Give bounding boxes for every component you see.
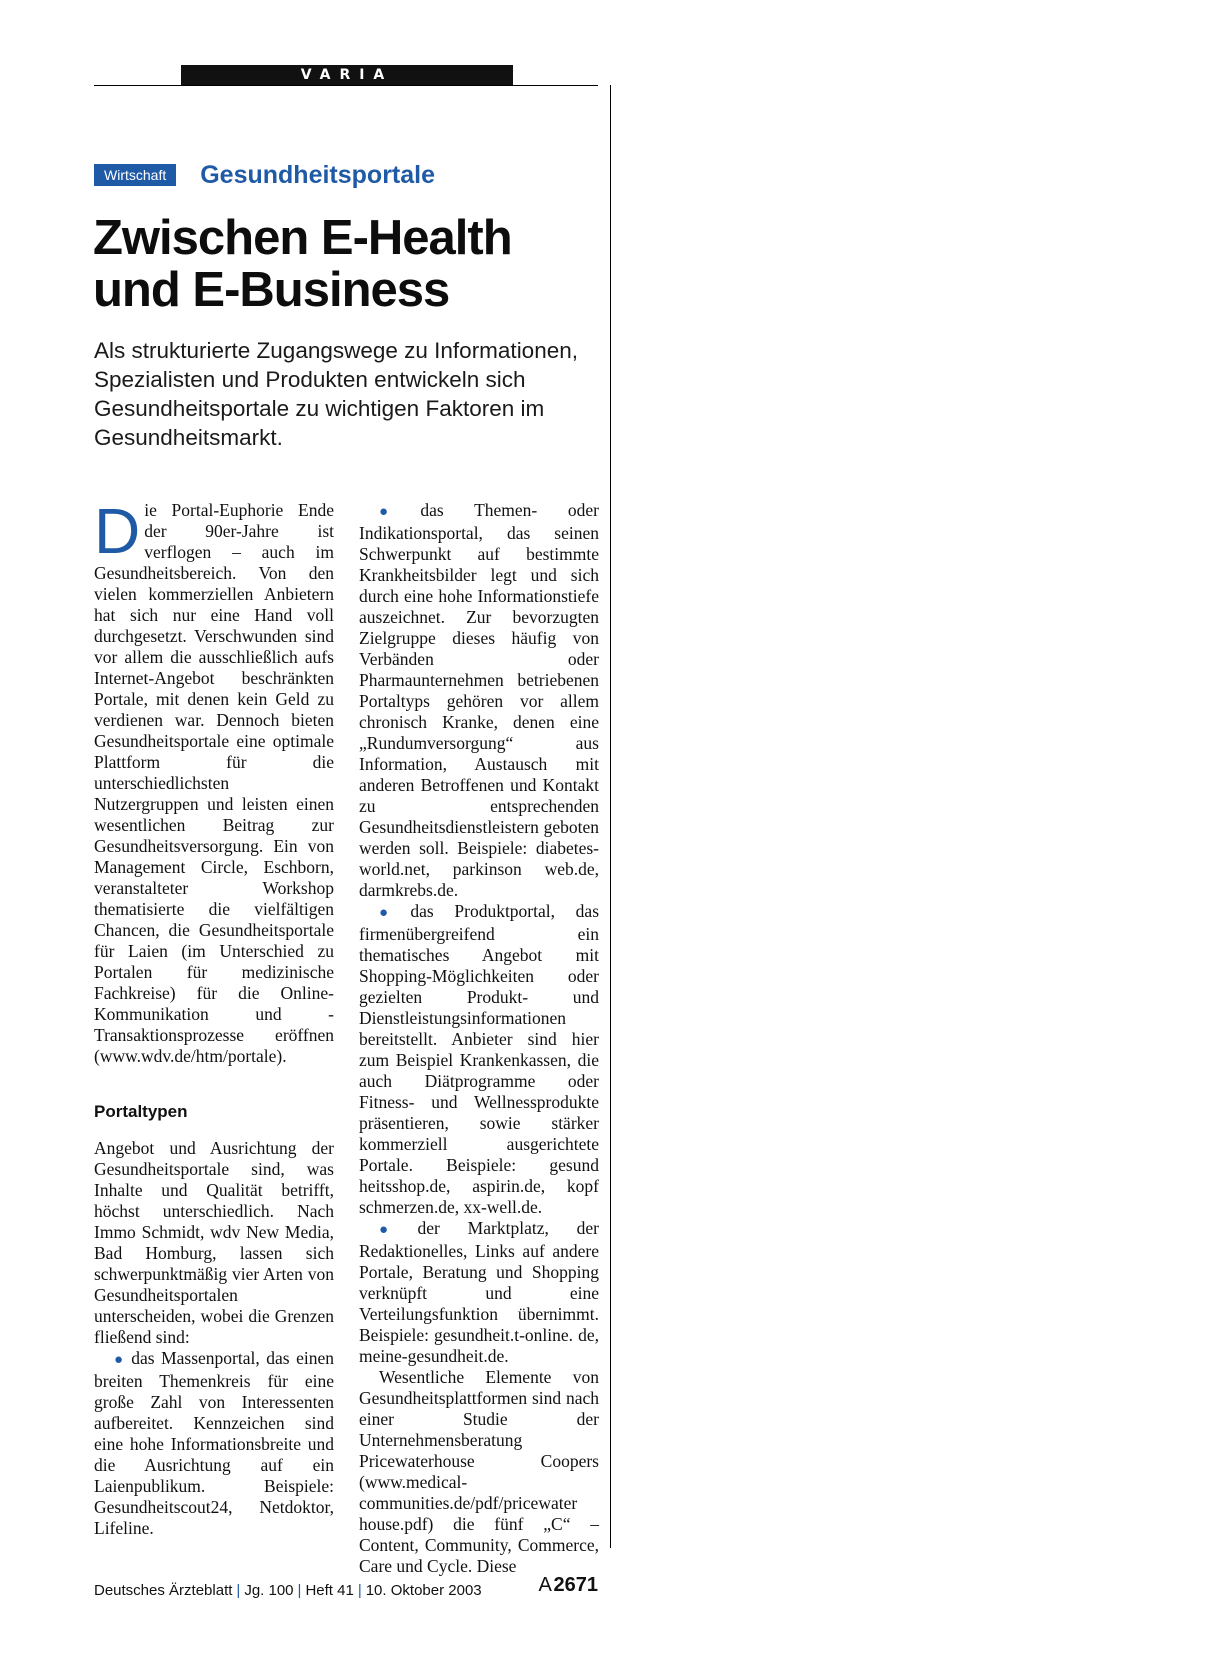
- paragraph-portaltypen: Angebot und Ausrichtung der Gesundheitsportale sind, was Inhalte und Qualität betrifft, höchst unterschiedlich. Nach Immo Schmidt, wdv New Media, Bad Homburg, lassen sich schwerpunktmäßig vier Arten von Gesundheitsportalen unterscheiden, wobei die Grenzen fließend sind:: [94, 1138, 334, 1347]
- article-headline: [93, 212, 603, 316]
- list-item-produktportal: [359, 901, 599, 1218]
- page-footer: [94, 1574, 598, 1602]
- header-rule: [94, 85, 598, 86]
- list-item-text: das Produktportal, das firmenübergreifend ein thematisches Angebot mit Shopping-Möglichkeiten oder gezielten Produkt- und Dienstleistungsinformationen bereitstellt. Anbieter sind hier zum Beispiel Krankenkassen, die auch Diätprogramme oder Fitness- und Wellnessprodukte präsentieren, sowie stärker kommerziell ausgerichtete Portale. Beispiele: gesund heitsshop.de, aspirin.de, kopf schmerzen.de, xx-well.de.: [359, 901, 600, 1217]
- page-prefix: A: [538, 1574, 552, 1596]
- list-item-massenportal: [94, 1348, 334, 1539]
- list-item-text: das Massenportal, das einen breiten Themenkreis für eine große Zahl von Interessenten aufbereitet. Kennzeichen sind eine hohe Informationsbreite und die Ausrichtung auf ein Laienpublikum. Beispiele: Gesundheitscout24, Netdoktor, Lifeline.: [94, 1348, 335, 1538]
- list-item-themenportal: [359, 500, 599, 901]
- bullet-icon: ●: [379, 905, 405, 921]
- section-label: VARIA: [181, 65, 513, 85]
- page-number-value: 2671: [553, 1574, 598, 1596]
- list-item-text: der Marktplatz, der Redaktionelles, Links auf andere Portale, Beratung und Shopping verknüpft und eine Verteilungsfunktion übernimmt. Beispiele: gesundheit.t-online. de, meine-gesundheit.de.: [359, 1218, 600, 1366]
- list-item-text: das Themen- oder Indikationsportal, das seinen Schwerpunkt auf bestimmte Krankheitsbilder legt und sich durch eine hohe Informationstiefe auszeichnet. Zur bevorzugten Zielgruppe dieses häufig von Verbänden oder Pharmaunternehmen betriebenen Portaltyps gehören vor allem chronisch Kranke, denen eine „Rundumversorgung“ aus Information, Austausch mit anderen Betroffenen und Kontakt zu entsprechenden Gesundheitsdienstleistern geboten werden soll. Beispiele: diabetes-world.net, parkinson web.de, darmkrebs.de.: [359, 500, 599, 900]
- kicker: [94, 162, 435, 188]
- headline-line-1: Zwischen E-Health: [93, 211, 512, 265]
- journal-issue: Heft 41: [305, 1581, 354, 1599]
- article-lead: Als strukturierte Zugangswege zu Informationen, Spezialisten und Produkten entwickeln sich Gesundheitsportale zu wichtigen Faktoren im Gesundheitsmarkt.: [94, 338, 578, 450]
- text-column-right: [359, 500, 599, 1577]
- footer-separator: |: [297, 1581, 302, 1599]
- column-rule: [610, 85, 611, 1548]
- category-badge: Wirtschaft: [94, 164, 176, 186]
- text-column-left: [94, 495, 335, 1539]
- topic-title: Gesundheitsportale: [200, 160, 435, 189]
- journal-name: Deutsches Ärzteblatt: [94, 1581, 233, 1599]
- page-number: [538, 1574, 598, 1597]
- drop-cap: D: [94, 495, 141, 567]
- journal-volume: Jg. 100: [244, 1581, 294, 1599]
- intro-text: ie Portal-Euphorie Ende der 90er-Jahre ist verflogen – auch im Gesundheitsbereich. Von den vielen kommerziellen Anbietern hat sich nur eine Hand voll durchgesetzt. Verschwunden sind vor allem die ausschließlich aufs Internet-Angebot beschränkten Portale, mit denen kein Geld zu verdienen war. Dennoch bieten Gesundheitsportale eine optimale Plattform für die unterschiedlichsten Nutzergruppen und leisten einen wesentlichen Beitrag zur Gesundheitsversorgung. Ein von Management Circle, Eschborn, veranstalteter Workshop thematisierte die vielfältigen Chancen, die Gesundheitsportale für Laien (im Unterschied zu Portalen für medizinische Fachkreise) für die Online-Kommunikation und -Transaktionsprozesse eröffnen (www.wdv.de/htm/portale).: [94, 500, 334, 1066]
- bullet-icon: ●: [379, 1222, 412, 1238]
- footer-separator: |: [236, 1581, 241, 1599]
- list-item-marktplatz: [359, 1218, 599, 1367]
- intro-paragraph: [94, 495, 334, 1067]
- issue-date: 10. Oktober 2003: [365, 1581, 482, 1599]
- subheading-portaltypen: Portaltypen: [94, 1102, 188, 1121]
- bullet-icon: ●: [379, 504, 415, 520]
- bullet-icon: ●: [114, 1352, 126, 1368]
- paragraph-elemente: Wesentliche Elemente von Gesundheitsplattformen sind nach einer Studie der Unternehmensberatung Pricewaterhouse Coopers (www.medical-communities.de/pdf/pricewater house.pdf) die fünf „C“ – Content, Community, Commerce, Care und Cycle. Diese: [359, 1367, 599, 1576]
- footer-separator: |: [357, 1581, 362, 1599]
- headline-line-2: und E-Business: [93, 263, 450, 317]
